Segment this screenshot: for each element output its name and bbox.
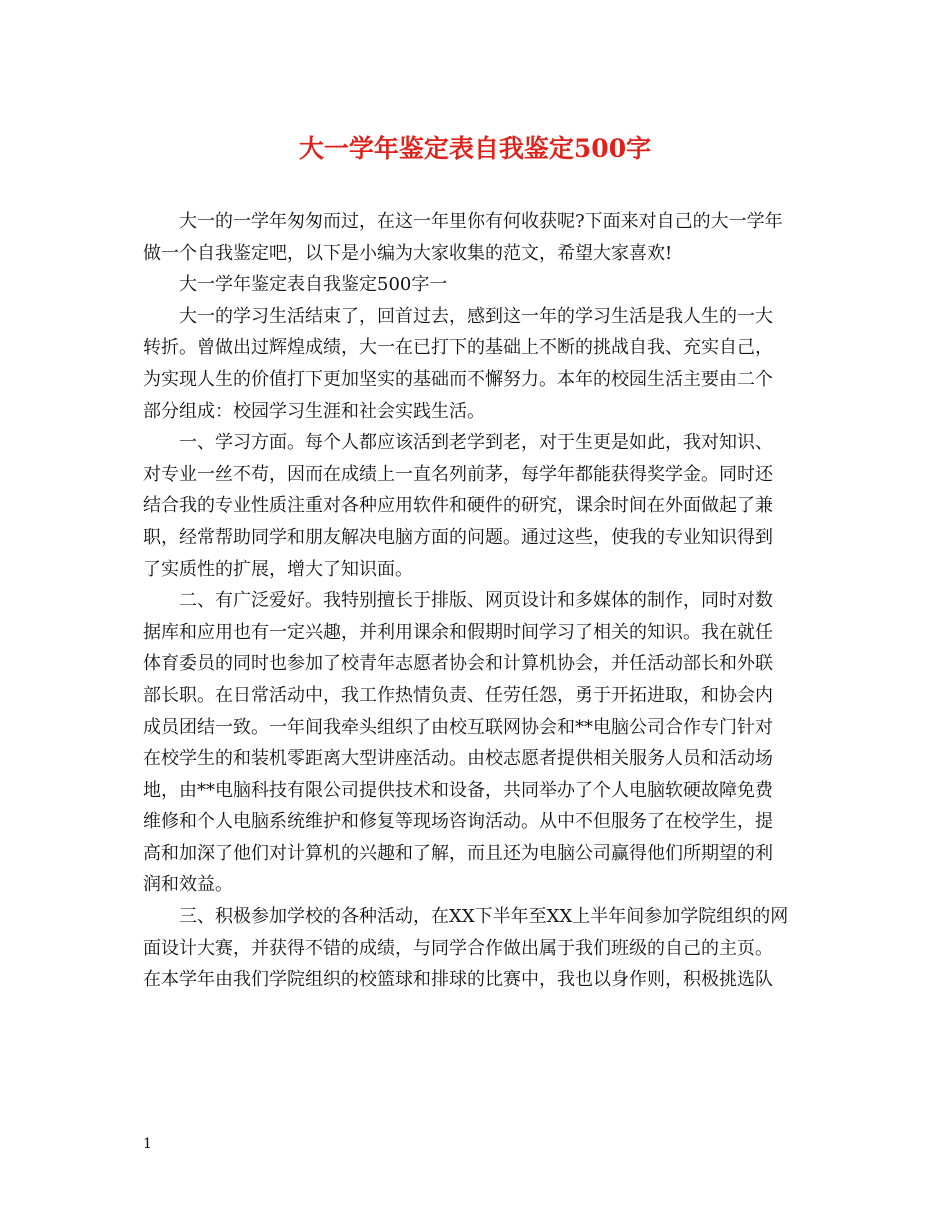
body-line: 一、学习方面。每个人都应该活到老学到老，对于生更是如此，我对知识、 bbox=[179, 432, 773, 454]
body-line: 结合我的专业性质注重对各种应用软件和硬件的研究，课余时间在外面做起了兼 bbox=[143, 495, 773, 517]
body-line: 地，由**电脑科技有限公司提供技术和设备，共同举办了个人电脑软硬故障免费 bbox=[143, 779, 773, 801]
page-number: 1 bbox=[143, 1136, 152, 1152]
body-line: 在校学生的和装机零距离大型讲座活动。由校志愿者提供相关服务人员和活动场 bbox=[143, 748, 773, 770]
body-line: 部长职。在日常活动中，我工作热情负责、任劳任怨，勇于开拓进取，和协会内 bbox=[143, 684, 773, 706]
body-line: 了实质性的扩展，增大了知识面。 bbox=[143, 558, 413, 580]
body-line: 高和加深了他们对计算机的兴趣和了解，而且还为电脑公司赢得他们所期望的利 bbox=[143, 842, 773, 864]
body-line: 对专业一丝不苟，因而在成绩上一直名列前茅，每学年都能获得奖学金。同时还 bbox=[143, 463, 773, 485]
body-line: 做一个自我鉴定吧，以下是小编为大家收集的范文，希望大家喜欢! bbox=[143, 242, 673, 264]
body-line: 在本学年由我们学院组织的校篮球和排球的比赛中，我也以身作则，积极挑选队 bbox=[143, 969, 773, 991]
body-line: 二、有广泛爱好。我特别擅长于排版、网页设计和多媒体的制作，同时对数 bbox=[179, 590, 773, 612]
body-line: 大一的一学年匆匆而过，在这一年里你有何收获呢?下面来对自己的大一学年 bbox=[179, 211, 783, 232]
body-line: 部分组成：校园学习生涯和社会实践生活。 bbox=[143, 400, 485, 422]
body-line: 润和效益。 bbox=[143, 874, 233, 896]
body-line: 成员团结一致。一年间我牵头组织了由校互联网协会和**电脑公司合作专门针对 bbox=[143, 716, 773, 738]
body-line: 转折。曾做出过辉煌成绩，大一在已打下的基础上不断的挑战自我、充实自己， bbox=[143, 337, 773, 359]
body-line: 面设计大赛，并获得不错的成绩，与同学合作做出属于我们班级的自己的主页。 bbox=[143, 937, 773, 959]
body-line: 大一学年鉴定表自我鉴定500字一 bbox=[179, 274, 448, 296]
document-title: 大一学年鉴定表自我鉴定500字 bbox=[298, 134, 652, 163]
body-line: 为实现人生的价值打下更加坚实的基础而不懈努力。本年的校园生活主要由二个 bbox=[143, 368, 773, 390]
body-line: 三、积极参加学校的各种活动，在XX下半年至XX上半年间参加学院组织的网 bbox=[179, 906, 789, 928]
document-body bbox=[143, 206, 823, 996]
body-line: 据库和应用也有一定兴趣，并利用课余和假期时间学习了相关的知识。我在就任 bbox=[143, 621, 773, 643]
body-line: 体育委员的同时也参加了校青年志愿者协会和计算机协会，并任活动部长和外联 bbox=[143, 653, 773, 675]
body-line: 大一的学习生活结束了，回首过去，感到这一年的学习生活是我人生的一大 bbox=[179, 305, 773, 327]
body-line: 职，经常帮助同学和朋友解决电脑方面的问题。通过这些，使我的专业知识得到 bbox=[143, 526, 773, 548]
body-line: 维修和个人电脑系统维护和修复等现场咨询活动。从中不但服务了在校学生，提 bbox=[143, 811, 773, 833]
